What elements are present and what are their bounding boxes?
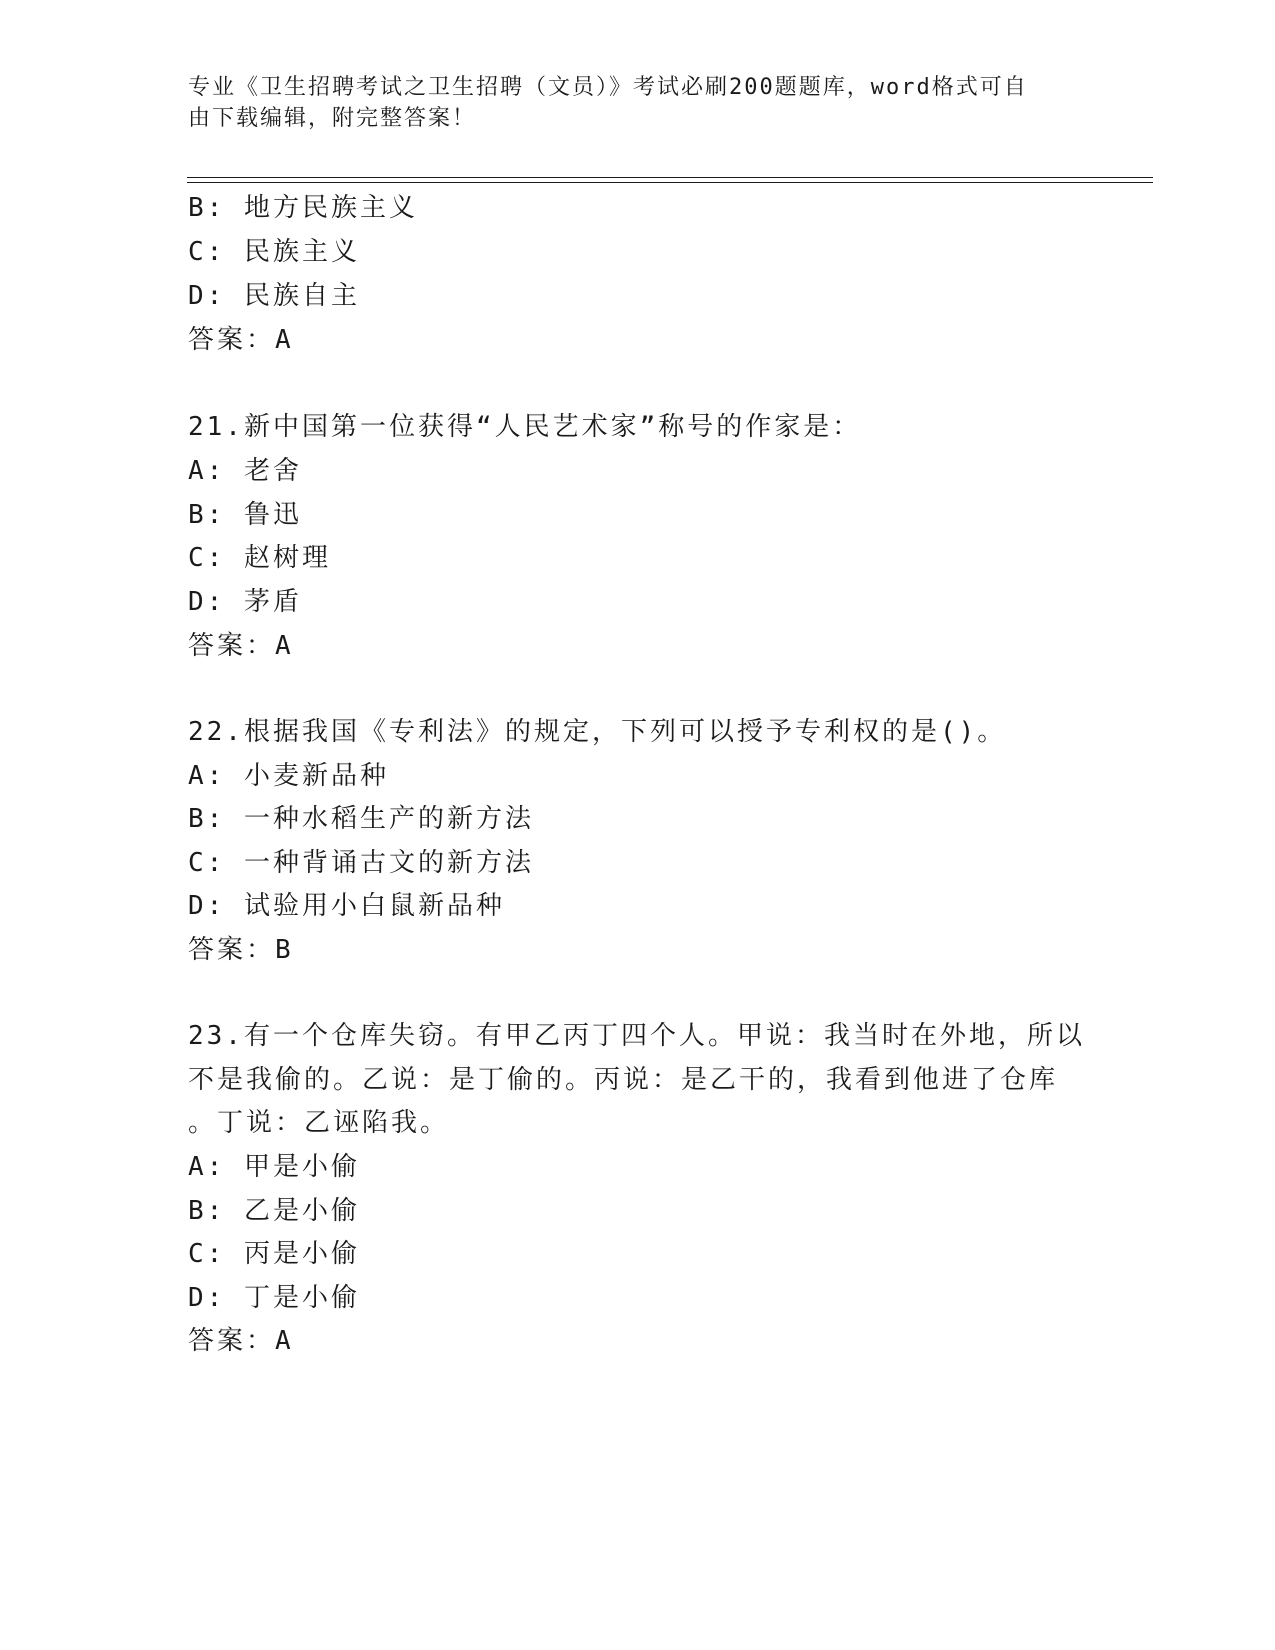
question-22-option-d: D: 试验用小白鼠新品种	[188, 891, 505, 921]
question-23-stem-line-1: 23.有一个仓库失窃。有甲乙丙丁四个人。甲说：我当时在外地，所以	[188, 1021, 1085, 1051]
header-title-line-1: 专业《卫生招聘考试之卫生招聘（文员）》考试必刷200题题库，word格式可自	[188, 75, 1028, 100]
question-23-option-a: A: 甲是小偷	[188, 1152, 360, 1182]
prev-question-option-b: B: 地方民族主义	[188, 193, 418, 223]
question-23-stem-line-2: 不是我偷的。乙说：是丁偷的。丙说：是乙干的，我看到他进了仓库	[188, 1065, 1059, 1095]
question-21-option-d: D: 茅盾	[188, 587, 302, 617]
question-21-answer: 答案：A	[188, 631, 294, 661]
question-22-stem: 22.根据我国《专利法》的规定，下列可以授予专利权的是()。	[188, 717, 1007, 747]
question-22-option-c: C: 一种背诵古文的新方法	[188, 848, 534, 878]
prev-question-option-d: D: 民族自主	[188, 281, 360, 311]
prev-question-answer: 答案：A	[188, 325, 294, 355]
question-21-stem: 21.新中国第一位获得“人民艺术家”称号的作家是：	[188, 412, 862, 442]
question-21-option-b: B: 鲁迅	[188, 500, 302, 530]
header-divider-bottom	[187, 182, 1153, 183]
question-21-option-a: A: 老舍	[188, 456, 302, 486]
question-22-option-a: A: 小麦新品种	[188, 761, 389, 791]
document-header	[188, 72, 1088, 134]
prev-question-option-c: C: 民族主义	[188, 237, 360, 267]
question-23-option-c: C: 丙是小偷	[188, 1239, 360, 1269]
question-21-option-c: C: 赵树理	[188, 543, 331, 573]
question-23-option-d: D: 丁是小偷	[188, 1283, 360, 1313]
header-title-line-2: 由下载编辑，附完整答案！	[188, 106, 477, 131]
question-22-option-b: B: 一种水稻生产的新方法	[188, 804, 534, 834]
question-23-option-b: B: 乙是小偷	[188, 1196, 360, 1226]
question-23-answer: 答案：A	[188, 1326, 294, 1356]
question-22-answer: 答案：B	[188, 935, 294, 965]
header-divider-top	[187, 177, 1153, 178]
question-23-stem-line-3: 。丁说：乙诬陷我。	[188, 1108, 450, 1138]
